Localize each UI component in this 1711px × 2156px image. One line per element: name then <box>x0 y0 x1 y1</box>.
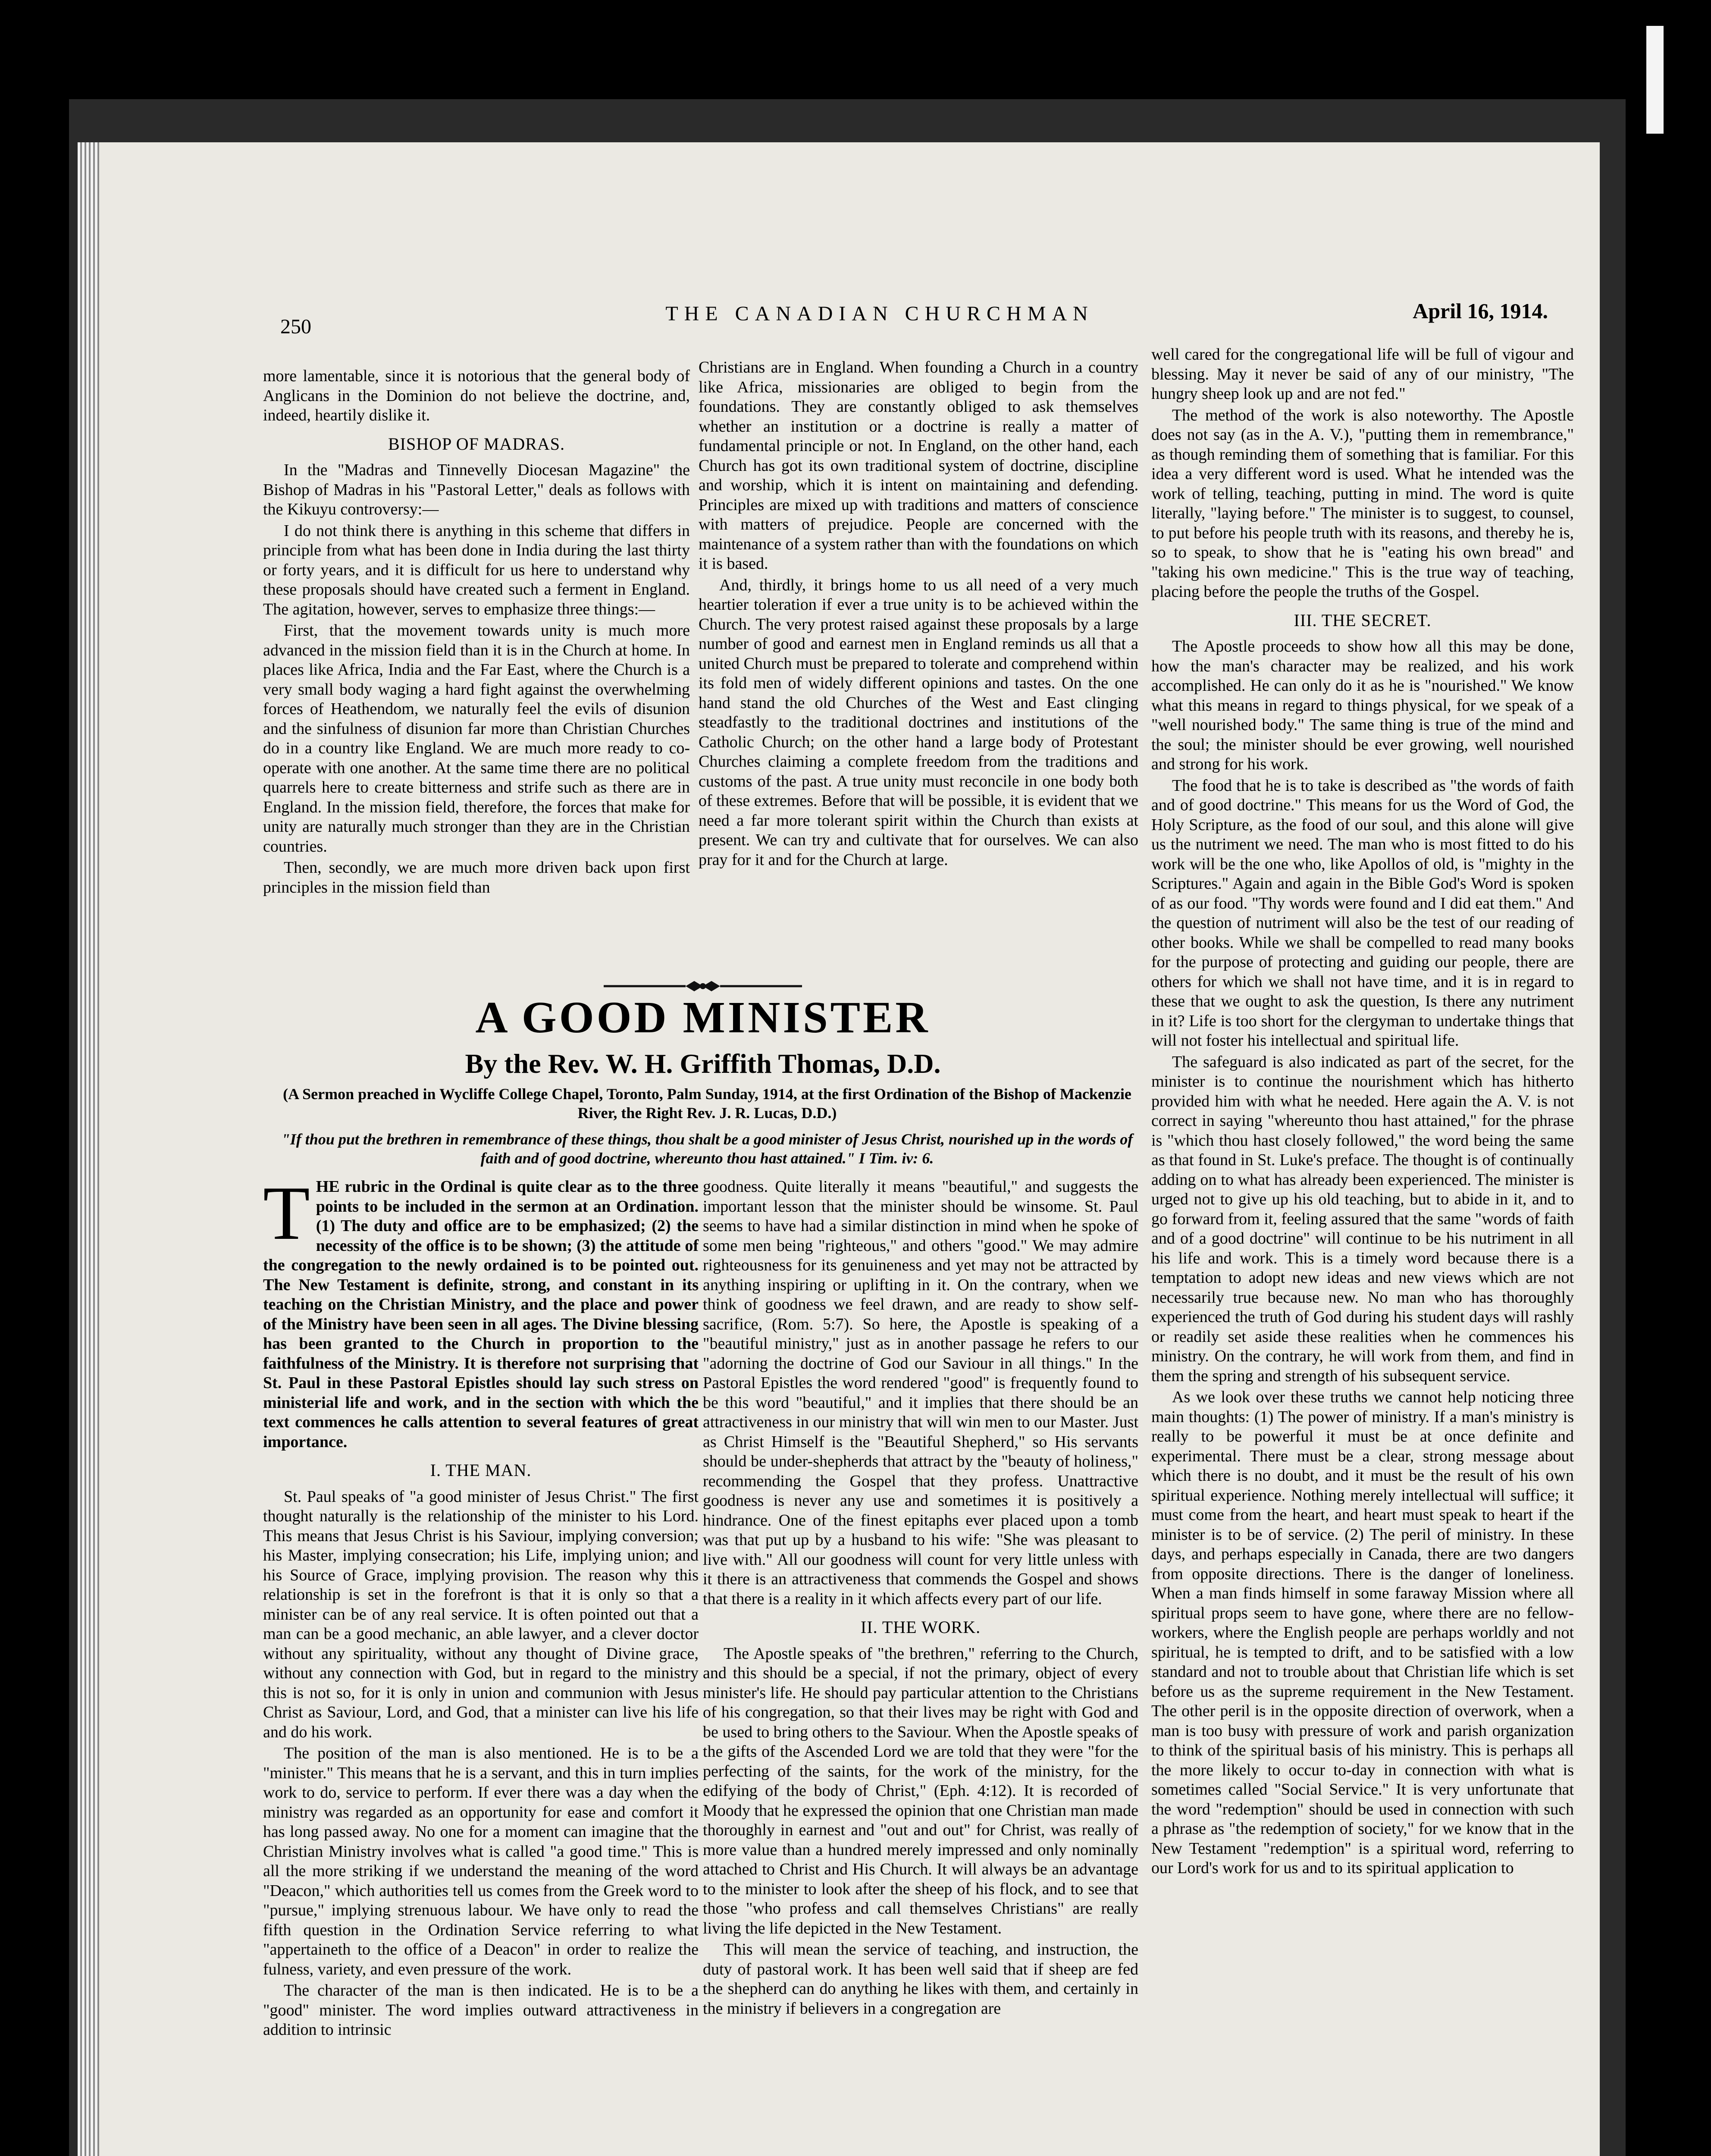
paragraph: The Apostle speaks of "the brethren," referring to the Church, and this should be a special, if not the primary, object of every minister's life. He should pay particular attention to the Christians of his congregation, so that their lives may be right with God and be used to bring others to the Saviour. When the Apostle speaks of the gifts of the Ascended Lord we are told that they were "for the perfecting of the saints, for the work of the ministry, for the edifying of the body of Christ," (Eph. 4:12). It is recorded of Moody that he expressed the opinion that one Christian man made thoroughly in earnest and "out and out" for Christ, was really of more value than a hundred merely impressed and only nominally attached to Christ and His Church. It will always be an advantage to the minister to look after the sheep of his flock, and to see that those "who profess and call themselves Christians" are really living the life depicted in the New Testament. <box>703 1644 1138 1937</box>
article-byline: By the Rev. W. H. Griffith Thomas, D.D. <box>465 1048 941 1079</box>
paragraph: well cared for the congregational life will be full of vigour and blessing. May it never be said of any of our ministry, "The hungry sheep look up and are not fed." <box>1151 345 1574 403</box>
paragraph: First, that the movement towards unity is much more advanced in the mission field than it is in the Church at home. In places like Africa, India and the Far East, where the Church is a very small body waging a hard fight against the overwhelming forces of Heathendom, we naturally feel the evils of disunion and the sinfulness of disunion far more than Christian Churches do in a country like England. We are much more ready to co-operate with one another. At the same time there are no political quarrels here to create bitterness and strife such as there are in England. In the mission field, therefore, the forces that make for unity are naturally much stronger than they are in the Christian countries. <box>263 621 690 856</box>
page-number: 250 <box>280 315 311 338</box>
paragraph: The method of the work is also noteworthy. The Apostle does not say (as in the A. V.), "putting them in remembrance," as though reminding them of something that is familiar. For this idea a very different word is used. What he intended was the work of telling, teaching, putting in mind. The word is quite literally, "laying before." The minister is to suggest, to counsel, to put before his people truth with its reasons, and thereby he is, so to speak, to show that he is "eating his own bread" and "taking his own medicine." This is the true way of teaching, placing before the people the truths of the Gospel. <box>1151 406 1574 601</box>
paragraph: The safeguard is also indicated as part of the secret, for the minister is to continue the nourishment which has hitherto provided him with what he needed. Here again the A. V. is not correct in saying "whereunto thou hast attained," for the phrase is "which thou hast closely followed," the word being the same as that found in St. Luke's preface. The thought is of continually adding on to what has already been experienced. The minister is urged not to give up his old teaching, but to abide in it, and to go forward from it, feeling assured that the same "words of faith and of a good doctrine" will continue to be his nutriment in all his life and work. This is a timely word because there is a temptation to adopt new ideas and new views which are not necessarily true because new. No man who has thoroughly experienced the truth of God during his student days will rashly or readily set aside these realities when he commences his ministry. On the contrary, he will work from them, and find in them the spring and strength of his subsequent service. <box>1151 1053 1574 1385</box>
drop-cap: T <box>263 1170 310 1256</box>
paragraph: As we look over these truths we cannot help noticing three main thoughts: (1) The power of ministry. If a man's ministry is really to be powerful it must be at once definite and experimental. There must be a clear, strong message about which there is no doubt, and it must be the result of his own spiritual experience. Nothing merely intellectual will suffice; it must come from the heart, and heart must speak to heart if the minister is to be of service. (2) The peril of ministry. In these days, and perhaps especially in Canada, there are two dangers from opposite directions. There is the danger of loneliness. When a man finds himself in some faraway Mission where all spiritual props seem to have gone, where there are no fellow-workers, where the English people are perhaps worldly and not spiritual, he is tempted to drift, and to be satisfied with a low standard and not to trouble about that Christian life which is set before us as the supreme requirement in the New Testament. The other peril is in the opposite direction of overwork, when a man is too busy with pressure of work and parish organization to think of the spiritual basis of his ministry. This is perhaps all the more likely to occur to-day in connection with what is sometimes called "Social Service." It is very unfortunate that the word "redemption" should be used in connection with such a phrase as "the redemption of society," for we know that in the New Testament "redemption" is a spiritual word, referring to our Lord's work for us and to its spiritual application to <box>1151 1388 1574 1877</box>
top-left-column <box>263 367 690 899</box>
running-title: THE CANADIAN CHURCHMAN <box>665 302 1094 325</box>
paragraph: The food that he is to take is described as "the words of faith and of good doctrine." This means for us the Word of God, the Holy Scripture, as the food of our soul, and this alone will give us the nutriment we need. The man who is most fitted to do his work will be the one who, like Apollos of old, is "mighty in the Scriptures." Again and again in the Bible God's Word is spoken of as our food. "Thy words were found and I did eat them." And the question of nutriment will also be the test of our reading of other books. While we shall be compelled to read many books for the purpose of protecting and guiding our people, there are others for which we shall not have time, and it is in regard to these that we ought to ask the question, Is there any nutriment in it? Life is too short for the clergyman to undertake things that will not foster his intellectual and spiritual life. <box>1151 776 1574 1050</box>
issue-date: April 16, 1914. <box>1413 299 1548 323</box>
ornamental-rule <box>604 979 802 993</box>
intro-paragraph <box>263 1170 699 1452</box>
epigraph: "If thou put the brethren in remembrance of these things, thou shalt be a good minister of Jesus Christ, nourished up in the words of faith and of good doctrine, whereunto thou hast attained." I Tim. iv: 6. <box>281 1131 1133 1167</box>
section-heading-bishop: BISHOP OF MADRAS. <box>388 434 565 454</box>
paragraph: The position of the man is also mentioned. He is to be a "minister." This means that he is a servant, and this in turn implies work to do, service to perform. If ever there was a day when the ministry was regarded as an opportunity for ease and comfort it has long passed away. No one for a moment can imagine that the Christian Ministry involves what is called "a good time." This is all the more striking if we understand the meaning of the word "Deacon," which authorities tell us comes from the Greek word to "pursue," implying strenuous labour. We have only to read the fifth question in the Ordination Service referring to what "appertaineth to the office of a Deacon" in order to realize the fulness, variety, and even pressure of the work. <box>263 1744 699 1978</box>
paragraph: The Apostle proceeds to show how all this may be done, how the man's character may be realized, and his work accomplished. He can only do it as he is "nourished." We know what this means in regard to things physical, for we speak of a "well nourished body." The same thing is true of the mind and the soul; the minister should be ever growing, well nourished and strong for his work. <box>1151 637 1574 773</box>
sermon-note: (A Sermon preached in Wycliffe College Chapel, Toronto, Palm Sunday, 1914, at the first Ordination of the Bishop of Mackenzie River, the Right Rev. J. R. Lucas, D.D.) <box>283 1085 1131 1122</box>
paragraph: more lamentable, since it is notorious that the general body of Anglicans in the Dominion do not believe the doctrine, and, indeed, heartily dislike it. <box>263 367 690 424</box>
paragraph: I do not think there is anything in this scheme that differs in principle from what has been done in India during the last thirty or forty years, and it is difficult for us here to understand why these proposals should have created such a ferment in England. The agitation, however, serves to emphasize three things:— <box>263 521 690 618</box>
paragraph: Christians are in England. When founding a Church in a country like Africa, missionaries are obliged to begin from the foundations. They are constantly obliged to ask themselves whether an institution or a doctrine is really a matter of fundamental principle or not. In England, on the other hand, each Church has got its own traditional system of doctrine, discipline and worship, which it is intent on maintaining and defending. Principles are mixed up with traditions and matters of conscience with matters of prejudice. People are concerned with the maintenance of a system rather than with the foundations on which it is based. <box>699 358 1138 573</box>
top-middle-column <box>699 358 1138 871</box>
paragraph: The character of the man is then indicated. He is to be a "good" minister. The word implies outward attractiveness in addition to intrinsic <box>263 1981 699 2039</box>
page-header <box>172 299 1587 341</box>
bottom-middle-column <box>703 1177 1138 2020</box>
bottom-left-column <box>263 1170 699 2042</box>
section-heading-the-man: I. THE MAN. <box>430 1460 532 1480</box>
paragraph: This will mean the service of teaching, and instruction, the duty of pastoral work. It has been well said that if sheep are fed the shepherd can do anything he likes with them, and certainly in the ministry if believers in a congregation are <box>703 1940 1138 2018</box>
section-heading-the-work: II. THE WORK. <box>860 1617 981 1637</box>
right-column <box>1151 345 1574 1880</box>
section-heading-the-secret: III. THE SECRET. <box>1294 610 1432 630</box>
article-title: A GOOD MINISTER <box>475 993 931 1042</box>
paragraph: St. Paul speaks of "a good minister of Jesus Christ." The first thought naturally is the relationship of the minister to his Lord. This means that Jesus Christ is his Saviour, implying conversion; his Master, implying consecration; his Life, implying union; and his Source of Grace, implying provision. The reason why this relationship is set in the forefront is that it is only so that a minister can be of any real service. It is often pointed out that a man can be a good mechanic, an able lawyer, and a clever doctor without any spirituality, without any thought of Divine grace, without any connection with God, but in regard to the ministry this is not so, for it is only in union and communion with Jesus Christ as Saviour, Lord, and God, that a minister can live his life and do his work. <box>263 1487 699 1741</box>
paragraph: goodness. Quite literally it means "beautiful," and suggests the important lesson that the minister should be winsome. St. Paul seems to have had a similar distinction in mind when he spoke of some men being "righteous," and others "good." We may admire righteousness for its genuineness and yet may not be attracted by anything inspiring or uplifting in it. On the contrary, when we think of goodness we feel drawn, and are ready to show self-sacrifice, (Rom. 5:7). So here, the Apostle is speaking of a "beautiful ministry," just as in another passage he refers to our "adorning the doctrine of God our Saviour in all things." In the Pastoral Epistles the word rendered "good" is frequently found to be this word "beautiful," and it implies that there should be an attractiveness in our ministry that will win men to our Master. Just as Christ Himself is the "Beautiful Shepherd," so His servants should be under-shepherds that attract by the "beauty of holiness," recommending the Gospel that they profess. Unattractive goodness is never any use and sometimes it is positively a hindrance. One of the finest epitaphs ever placed upon a tomb was that put up by a husband to his wife: "She was pleasant to live with." All our goodness will count for very little unless with it there is an attractiveness that commends the Gospel and shows that there is a reality in it which affects every part of our life. <box>703 1178 1138 1608</box>
paragraph: In the "Madras and Tinnevelly Diocesan Magazine" the Bishop of Madras in his "Pastoral Letter," deals as follows with the Kikuyu controversy:— <box>263 461 690 518</box>
intro-text: HE rubric in the Ordinal is quite clear as to the three points to be included in the sermon at an Ordination. (1) The duty and office are to be emphasized; (2) the necessity of the office is to be shown; (3) the attitude of the congregation to the newly ordained is to be pointed out. The New Testament is definite, strong, and constant in its teaching on the Christian Ministry, and the place and power of the Ministry have been seen in all ages. The Divine blessing has been granted to the Church in proportion to the faithfulness of the Ministry. It is therefore not surprising that St. Paul in these Pastoral Epistles should lay such stress on ministerial life and work, and in the section with which the text commences he calls attention to several features of great importance. <box>263 1178 699 1451</box>
paragraph: Then, secondly, we are much more driven back upon first principles in the mission field than <box>263 859 690 896</box>
paragraph: And, thirdly, it brings home to us all need of a very much heartier toleration if ever a true unity is to be achieved within the Church. The very protest raised against these proposals by a large number of good and earnest men in England reminds us all that a united Church must be prepared to tolerate and comprehend within its fold men of widely different opinions and tastes. On the one hand stand the old Churches of the West and East clinging steadfastly to the traditional doctrines and institutions of the Catholic Church; on the other hand a large body of Protestant Churches claiming a complete freedom from the traditions and customs of the past. A true unity must reconcile in one body both of these extremes. Before that will be possible, it is evident that we need a far more tolerant spirit within the Church than exists at present. We can try and cultivate that for ourselves. We can also pray for it and for the Church at large. <box>699 576 1138 869</box>
binding-mark-top <box>1646 26 1664 134</box>
